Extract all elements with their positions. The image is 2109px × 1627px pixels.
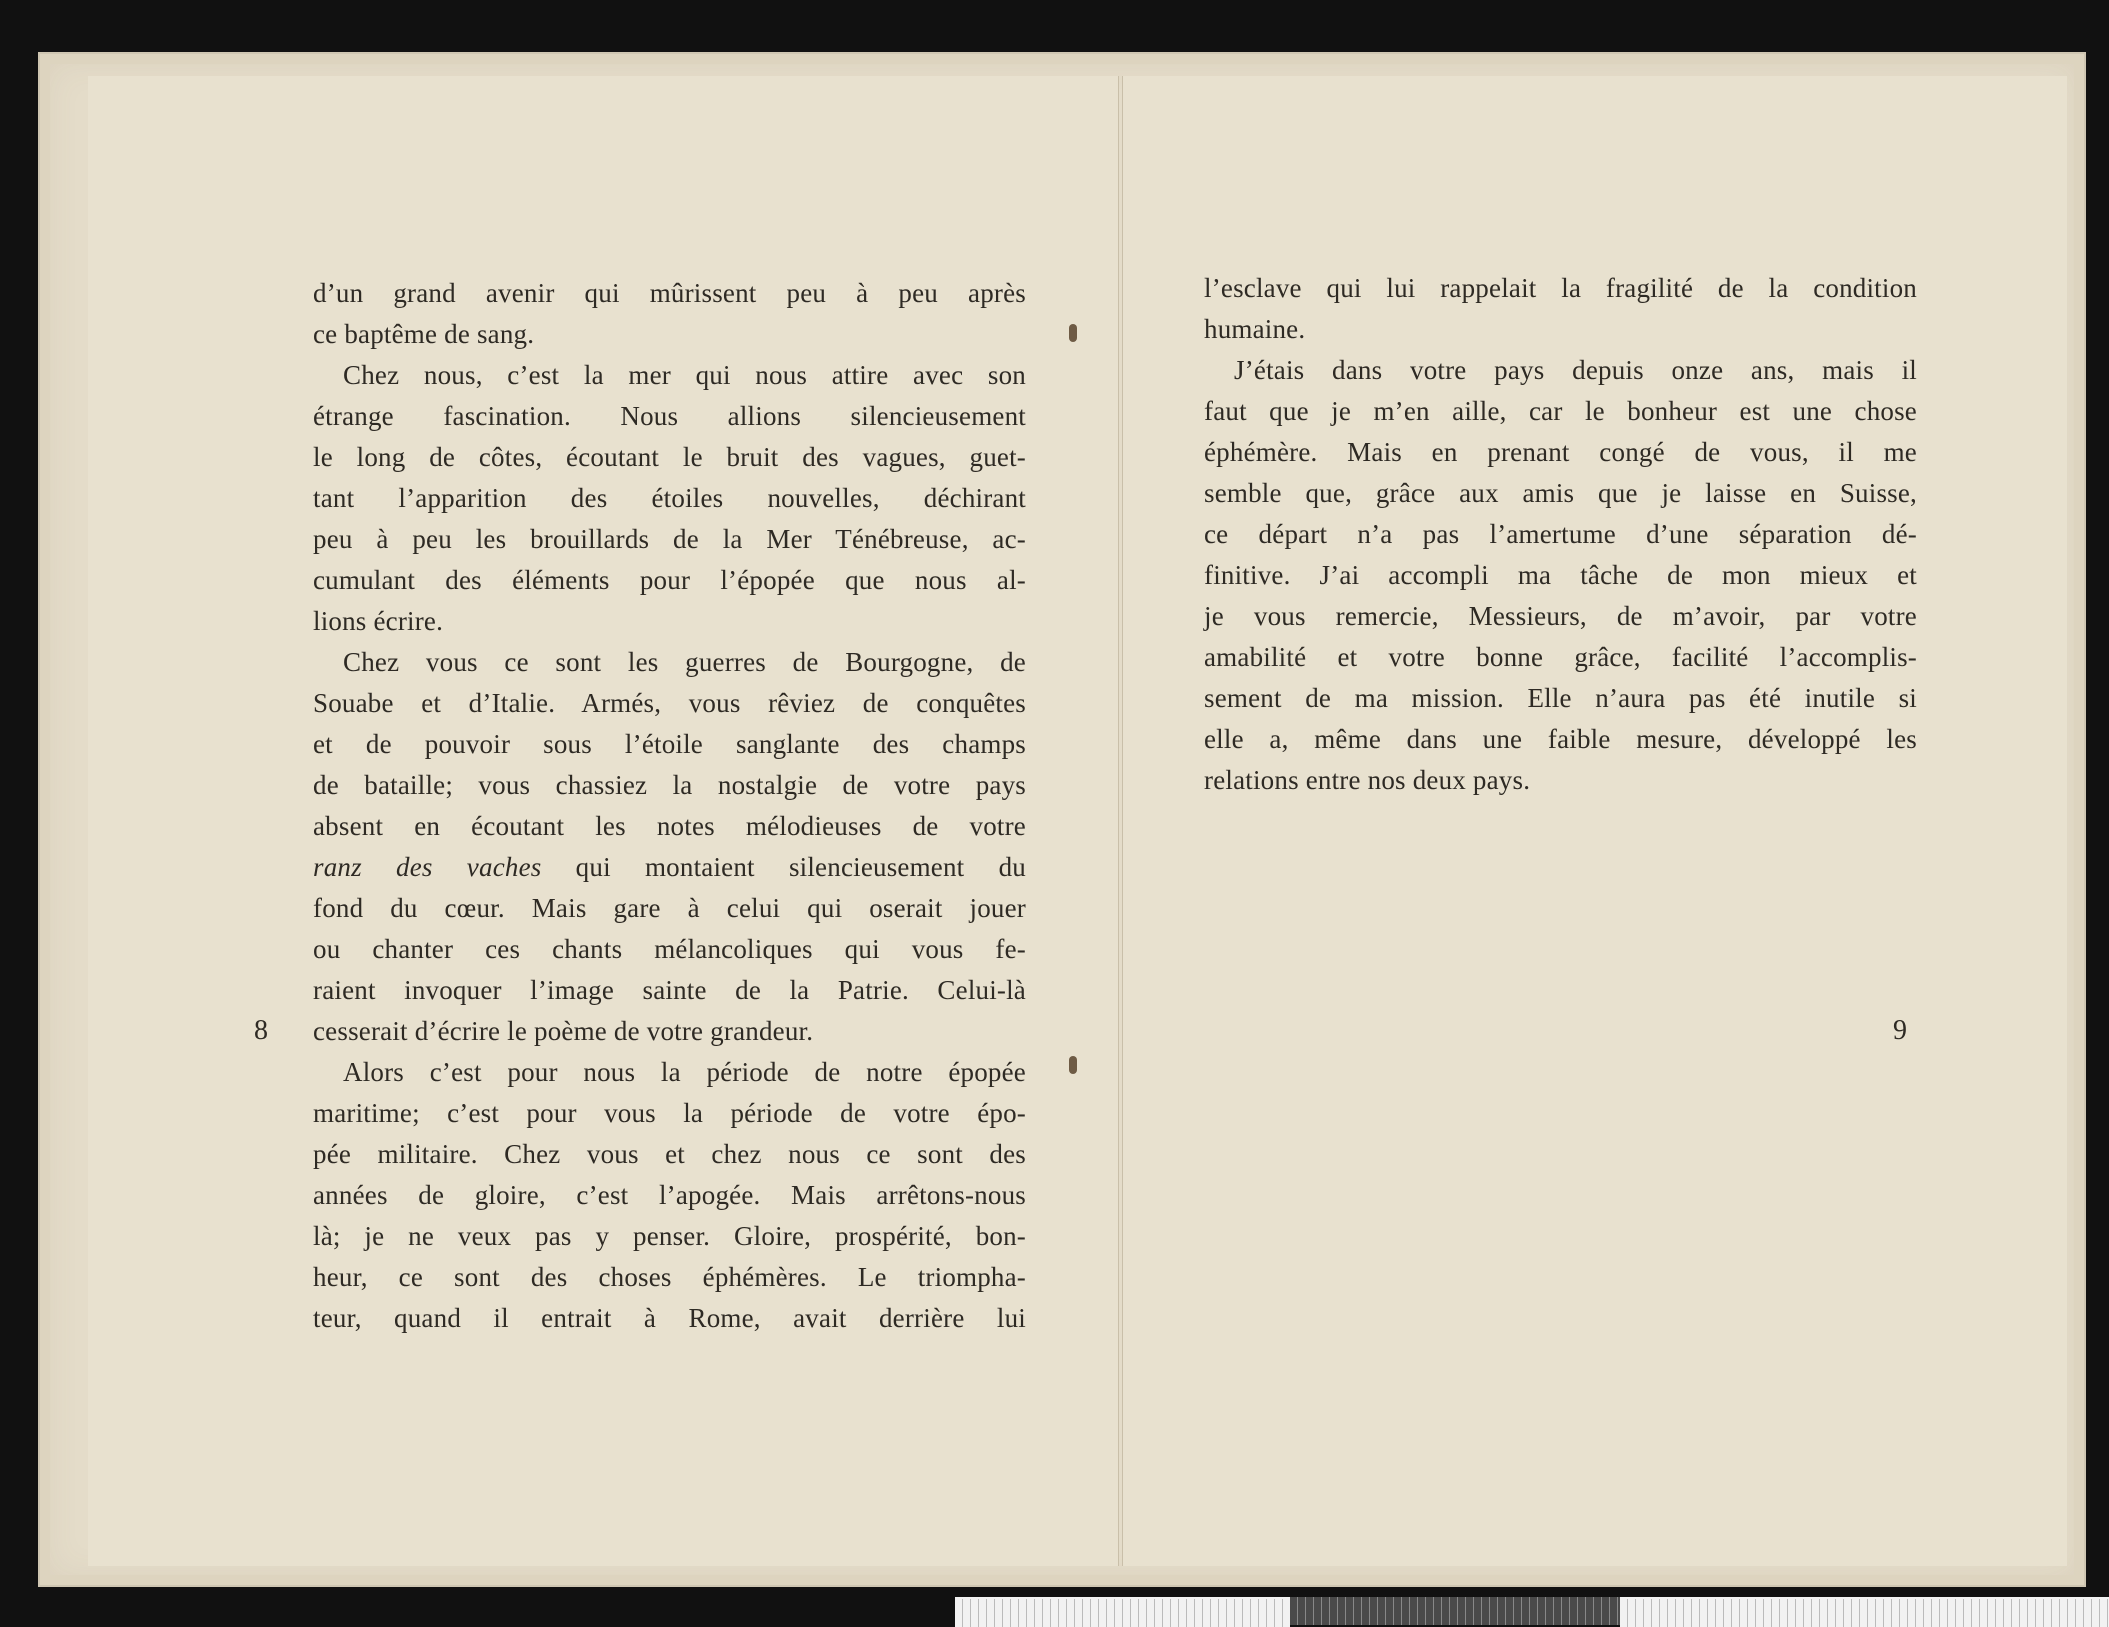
scale-ruler-dark xyxy=(1290,1597,1620,1625)
text-line: absent en écoutant les notes mélodieuses de votre xyxy=(313,811,1026,841)
text-line: l’esclave qui lui rappelait la fragilité de la condition xyxy=(1204,273,1917,303)
text-line: amabilité et votre bonne grâce, facilité l’accomplis- xyxy=(1204,642,1917,672)
text-line: ou chanter ces chants mélancoliques qui vous fe- xyxy=(313,934,1026,964)
binding-thread-mark xyxy=(1069,324,1077,342)
text-line: cumulant des éléments pour l’épopée que nous al- xyxy=(313,565,1026,595)
text-line: je vous remercie, Messieurs, de m’avoir, par votre xyxy=(1204,601,1917,631)
text-line: Chez nous, c’est la mer qui nous attire avec son xyxy=(343,360,1026,390)
text-line: cesserait d’écrire le poème de votre grandeur. xyxy=(313,1016,814,1046)
text-line: ce départ n’a pas l’amertume d’une séparation dé- xyxy=(1204,519,1917,549)
text-line: relations entre nos deux pays. xyxy=(1204,765,1531,795)
scale-ruler xyxy=(1620,1597,2109,1627)
text-line: et de pouvoir sous l’étoile sanglante des champs xyxy=(313,729,1026,759)
right-page-text xyxy=(1204,268,1917,801)
left-page xyxy=(88,76,1119,1566)
right-page-number: 9 xyxy=(1893,1015,1907,1046)
text-line: faut que je m’en aille, car le bonheur est une chose xyxy=(1204,396,1917,426)
text-line: maritime; c’est pour vous la période de votre épo- xyxy=(313,1098,1026,1128)
left-page-text xyxy=(313,273,1026,1339)
text-line: heur, ce sont des choses éphémères. Le triompha- xyxy=(313,1262,1026,1292)
text-line: Chez vous ce sont les guerres de Bourgogne, de xyxy=(343,647,1026,677)
text-line: tant l’apparition des étoiles nouvelles, déchirant xyxy=(313,483,1026,513)
text-line: le long de côtes, écoutant le bruit des vagues, guet- xyxy=(313,442,1026,472)
text-line: pée militaire. Chez vous et chez nous ce sont des xyxy=(313,1139,1026,1169)
text-line: peu à peu les brouillards de la Mer Ténébreuse, ac- xyxy=(313,524,1026,554)
text-line: fond du cœur. Mais gare à celui qui oserait jouer xyxy=(313,893,1026,923)
text-line: semble que, grâce aux amis que je laisse en Suisse, xyxy=(1204,478,1917,508)
text-line: teur, quand il entrait à Rome, avait derrière lui xyxy=(313,1303,1026,1333)
text-line: Alors c’est pour nous la période de notre épopée xyxy=(343,1057,1026,1087)
text-line: là; je ne veux pas y penser. Gloire, prospérité, bon- xyxy=(313,1221,1026,1251)
text-line: Souabe et d’Italie. Armés, vous rêviez de conquêtes xyxy=(313,688,1026,718)
text-line: années de gloire, c’est l’apogée. Mais arrêtons-nous xyxy=(313,1180,1026,1210)
text-line: J’étais dans votre pays depuis onze ans, mais il xyxy=(1234,355,1917,385)
text-line: elle a, même dans une faible mesure, développé les xyxy=(1204,724,1917,754)
right-page xyxy=(1122,76,2067,1566)
text-line: de bataille; vous chassiez la nostalgie de votre pays xyxy=(313,770,1026,800)
text-line: humaine. xyxy=(1204,314,1306,344)
text-line: étrange fascination. Nous allions silencieusement xyxy=(313,401,1026,431)
text-line: lions écrire. xyxy=(313,606,444,636)
left-page-number: 8 xyxy=(254,1015,268,1046)
text-line: ranz des vaches qui montaient silencieusement du xyxy=(313,852,1026,882)
text-line: éphémère. Mais en prenant congé de vous, il me xyxy=(1204,437,1917,467)
text-line: raient invoquer l’image sainte de la Patrie. Celui-là xyxy=(313,975,1026,1005)
text-line: d’un grand avenir qui mûrissent peu à peu après xyxy=(313,278,1026,308)
text-line: ce baptême de sang. xyxy=(313,319,535,349)
open-book xyxy=(38,52,2086,1587)
binding-thread-mark xyxy=(1069,1056,1077,1074)
text-line: finitive. J’ai accompli ma tâche de mon mieux et xyxy=(1204,560,1917,590)
scale-ruler xyxy=(955,1597,1290,1627)
text-line: sement de ma mission. Elle n’aura pas été inutile si xyxy=(1204,683,1917,713)
